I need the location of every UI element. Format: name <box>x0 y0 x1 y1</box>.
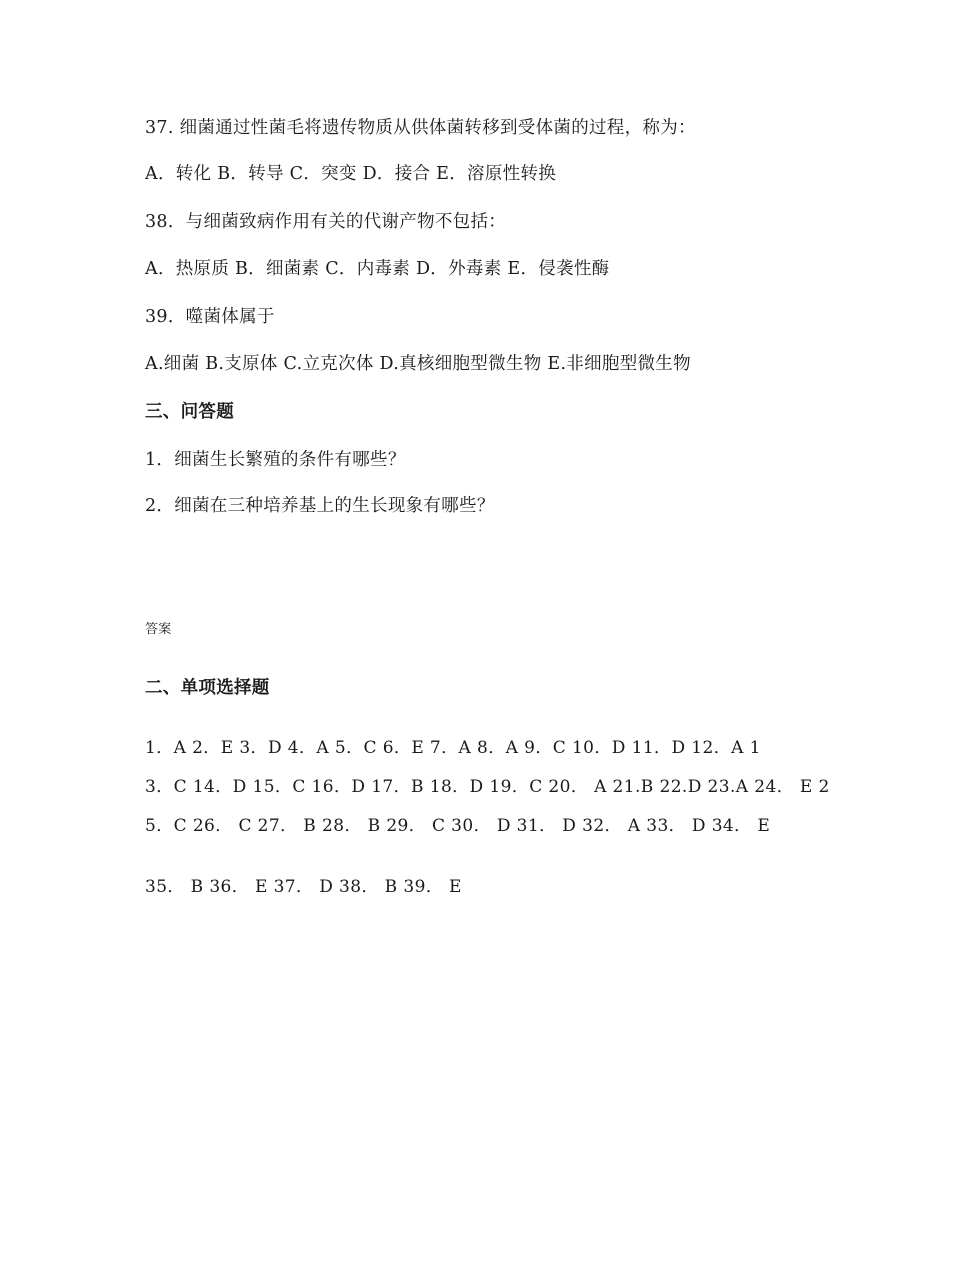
answer-label: 答案 <box>145 622 172 637</box>
qa-item-1: 1．细菌生长繁殖的条件有哪些？ <box>145 450 406 470</box>
question-38-options: A．热原质 B．细菌素 C．内毒素 D．外毒素 E．侵袭性酶 <box>145 259 610 279</box>
question-38-stem: 38．与细菌致病作用有关的代谢产物不包括： <box>145 212 507 232</box>
answer-line-3: 5．C 26． C 27． B 28． B 29． C 30． D 31． D 32． A 33． D 34． E <box>145 816 771 836</box>
answer-line-2: 3．C 14．D 15．C 16．D 17．B 18．D 19．C 20． A 21.B 22.D 23.A 24． E 2 <box>145 777 830 797</box>
qa-item-2: 2．细菌在三种培养基上的生长现象有哪些？ <box>145 496 495 516</box>
question-37-stem: 37. 细菌通过性菌毛将遗传物质从供体菌转移到受体菌的过程，称为： <box>145 118 696 138</box>
answer-line-1: 1．A 2．E 3．D 4．A 5．C 6．E 7．A 8．A 9．C 10．D 11．D 12．A 1 <box>145 738 761 758</box>
question-39-options: A.细菌 B.支原体 C.立克次体 D.真核细胞型微生物 E.非细胞型微生物 <box>145 354 691 374</box>
section-single-heading: 二、单项选择题 <box>145 678 270 698</box>
answer-line-4: 35． B 36． E 37． D 38． B 39． E <box>145 877 462 897</box>
question-37-options: A．转化 B．转导 C．突变 D．接合 E．溶原性转换 <box>145 164 557 184</box>
section-qa-heading: 三、问答题 <box>145 402 234 422</box>
question-39-stem: 39．噬菌体属于 <box>145 307 275 327</box>
